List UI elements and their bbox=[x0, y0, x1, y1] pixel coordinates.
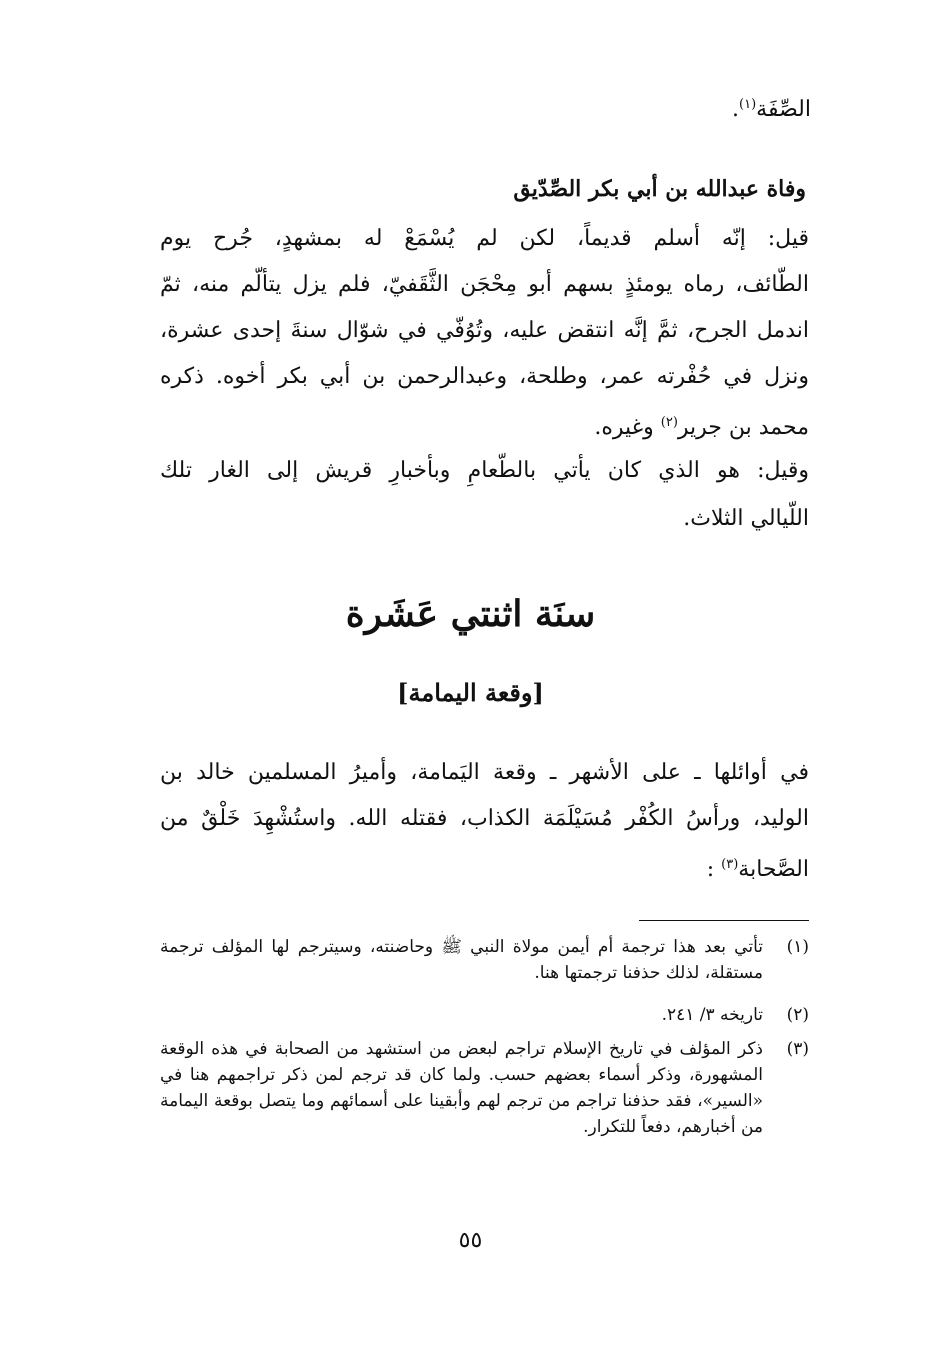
year-title: سنَة اثنتي عَشَرة bbox=[345, 593, 596, 635]
paragraph-tail: : bbox=[706, 857, 722, 882]
footnote-number: (٢) bbox=[786, 1005, 809, 1025]
footnote-1 bbox=[160, 934, 809, 986]
paragraph-text: محمد بن جرير bbox=[677, 415, 809, 440]
footnote-3 bbox=[160, 1036, 809, 1140]
footnote-ref-3[interactable]: (٣) bbox=[721, 857, 739, 872]
paragraph-last-line bbox=[594, 408, 809, 443]
paragraph-line: اندمل الجرح، ثمَّ إنَّه انتقض عليه، وتُوُفّي في شوّال سنةَ إحدى عشرة، bbox=[160, 318, 809, 343]
intro-tail: . bbox=[732, 97, 740, 122]
event-subheading: [وقعة اليمامة] bbox=[397, 678, 544, 707]
paragraph-line: في أوائلها ـ على الأشهر ـ وقعة اليَمامة، وأميرُ المسلمين خالد بن bbox=[160, 760, 809, 785]
page-number: ٥٥ bbox=[458, 1228, 483, 1253]
paragraph-line: وقيل: هو الذي كان يأتي بالطّعامِ وبأخبارِ قريش إلى الغار تلك bbox=[160, 458, 809, 483]
footnote-number: (٣) bbox=[786, 1039, 809, 1059]
footnote-text: تأتي بعد هذا ترجمة أم أيمن مولاة النبي ﷺ وحاضنته، وسيترجم لها المؤلف ترجمة مستقلة، لذلك حذفنا ترجمتها هنا. bbox=[160, 937, 763, 983]
footnote-ref-1[interactable]: (١) bbox=[739, 97, 757, 112]
paragraph-tail: وغيره. bbox=[594, 415, 661, 440]
intro-line bbox=[732, 90, 811, 125]
intro-text: الصِّفَة bbox=[756, 97, 811, 122]
paragraph-line: قيل: إنّه أسلم قديماً، لكن لم يُسْمَعْ له بمشهدٍ، جُرح يوم bbox=[160, 226, 809, 251]
footnote-number: (١) bbox=[786, 937, 809, 957]
paragraph-last-line bbox=[707, 850, 809, 885]
footnote-2 bbox=[160, 1002, 809, 1028]
footnote-text: ذكر المؤلف في تاريخ الإسلام تراجم لبعض من استشهد من الصحابة في هذه الوقعة المشهورة، وذكر أسماء بعضهم حسب. ولما كان قد ترجم لمن ذكر تراجمهم هنا في «السير»، فقد حذفنا تراجم من ترجم لهم وأبقينا على أسمائهم وما يتصل بوقعة اليمامة من أخبارهم، دفعاً للتكرار. bbox=[160, 1039, 763, 1137]
footnote-ref-2[interactable]: (٢) bbox=[660, 415, 678, 430]
footnote-separator bbox=[639, 920, 809, 921]
paragraph-text: الصَّحابة bbox=[738, 857, 809, 882]
section-heading: وفاة عبدالله بن أبي بكر الصِّدّيق bbox=[513, 176, 806, 202]
paragraph-line: ونزل في حُفْرته عمر، وطلحة، وعبدالرحمن بن أبي بكر أخوه. ذكره bbox=[160, 364, 809, 389]
paragraph-last-line: اللّيالي الثلاث. bbox=[683, 506, 809, 531]
footnote-text: تاريخه ٣/ ٢٤١. bbox=[661, 1005, 763, 1025]
paragraph-line: الطّائف، رماه يومئذٍ بسهم أبو مِحْجَن الثَّقَفيّ، فلم يزل يتألّم منه، ثمّ bbox=[160, 272, 809, 297]
paragraph-line: الوليد، ورأسُ الكُفْر مُسَيْلَمَة الكذاب، فقتله الله. واستُشْهِدَ خَلْقٌ من bbox=[160, 806, 809, 831]
